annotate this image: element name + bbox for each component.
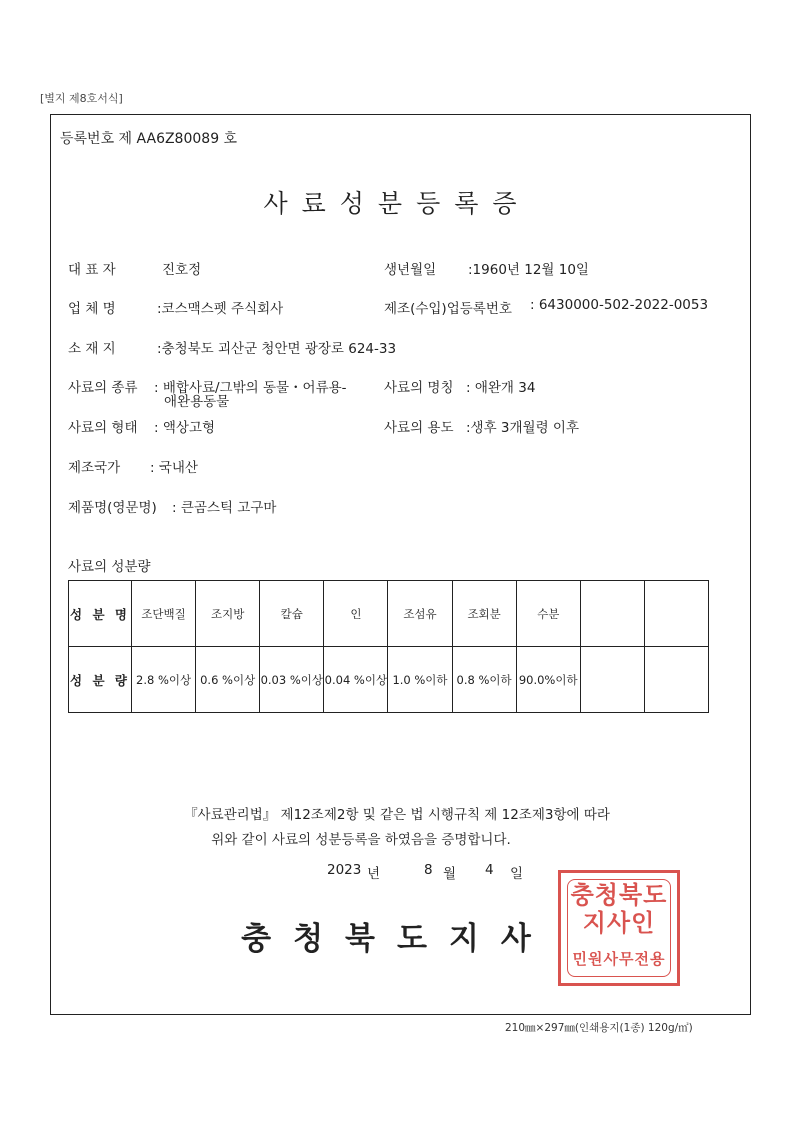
date-day-unit: 일 — [510, 866, 524, 882]
representative-value: 진호정 — [162, 262, 202, 278]
official-seal — [558, 870, 680, 986]
seal-line-2: 지사인 — [582, 909, 656, 937]
product-value: : 큰곰스틱 고구마 — [172, 500, 277, 516]
component-name-cell: 조회분 — [452, 581, 516, 647]
component-amount-cell — [644, 647, 708, 713]
component-amount-cell: 90.0%이하 — [516, 647, 580, 713]
representative-label: 대 표 자 — [68, 262, 116, 278]
composition-table — [68, 580, 709, 713]
date-year: 2023 — [327, 862, 362, 878]
component-amount-cell — [580, 647, 644, 713]
company-label: 업 체 명 — [68, 301, 116, 317]
date-day: 4 — [485, 862, 494, 878]
component-amount-cell: 2.8 %이상 — [132, 647, 196, 713]
component-amount-cell: 1.0 %이하 — [388, 647, 452, 713]
feed-type-value-cont: 애완용동물 — [164, 394, 230, 410]
seal-line-1: 충청북도 — [570, 881, 668, 909]
component-name-cell: 수분 — [516, 581, 580, 647]
feed-type-label: 사료의 종류 — [68, 380, 138, 396]
address-value: :충청북도 괴산군 청안면 광장로 624-33 — [157, 341, 397, 357]
birth-value: :1960년 12월 10일 — [468, 262, 589, 278]
component-name-cell: 조단백질 — [132, 581, 196, 647]
seal-line-3: 민원사무전용 — [572, 950, 666, 968]
issuer-name: 충청북도지사 — [241, 921, 553, 957]
law-text-line-2: 위와 같이 사료의 성분등록을 하였음을 증명합니다. — [211, 832, 511, 848]
table-row — [69, 581, 709, 647]
paper-spec: 210㎜×297㎜(인쇄용지(1종) 120g/㎡) — [505, 1022, 693, 1034]
law-text-line-1: 『사료관리법』 제12조제2항 및 같은 법 시행규칙 제 12조제3항에 따라 — [184, 807, 610, 823]
component-name-cell: 조섬유 — [388, 581, 452, 647]
company-value: :코스맥스펫 주식회사 — [157, 301, 284, 317]
mfg-reg-label: 제조(수입)업등록번호 — [384, 301, 512, 317]
feed-form-value: : 액상고형 — [154, 420, 216, 436]
component-name-cell: 칼슘 — [260, 581, 324, 647]
feed-type-value: : 배합사료/그밖의 동물・어류용- — [154, 380, 347, 396]
component-name-header: 성 분 명 — [69, 581, 132, 647]
certificate-title: 사료성분등록증 — [263, 189, 531, 218]
composition-title: 사료의 성분량 — [68, 559, 151, 575]
product-label: 제품명(영문명) — [68, 500, 157, 516]
component-amount-cell: 0.8 %이하 — [452, 647, 516, 713]
table-row — [69, 647, 709, 713]
birth-label: 생년월일 — [384, 262, 437, 278]
mfg-reg-value: : 6430000-502-2022-0053 — [530, 297, 709, 313]
component-name-cell — [580, 581, 644, 647]
component-name-cell — [644, 581, 708, 647]
registration-number: 등록번호 제 AA6Z80089 호 — [60, 131, 238, 147]
component-amount-header: 성 분 량 — [69, 647, 132, 713]
country-label: 제조국가 — [68, 460, 121, 476]
date-month: 8 — [424, 862, 433, 878]
component-amount-cell: 0.6 %이상 — [196, 647, 260, 713]
feed-use-label: 사료의 용도 — [384, 420, 454, 436]
seal-inner-border — [567, 879, 671, 977]
date-month-unit: 월 — [443, 866, 457, 882]
feed-name-label: 사료의 명칭 — [384, 380, 454, 396]
form-number: [별지 제8호서식] — [40, 92, 123, 105]
feed-name-value: : 애완개 34 — [466, 380, 536, 396]
address-label: 소 재 지 — [68, 341, 116, 357]
feed-use-value: :생후 3개월령 이후 — [466, 420, 580, 436]
component-amount-cell: 0.03 %이상 — [260, 647, 324, 713]
date-year-unit: 년 — [367, 866, 381, 882]
component-name-cell: 인 — [324, 581, 388, 647]
feed-form-label: 사료의 형태 — [68, 420, 138, 436]
component-amount-cell: 0.04 %이상 — [324, 647, 388, 713]
country-value: : 국내산 — [150, 460, 198, 476]
component-name-cell: 조지방 — [196, 581, 260, 647]
